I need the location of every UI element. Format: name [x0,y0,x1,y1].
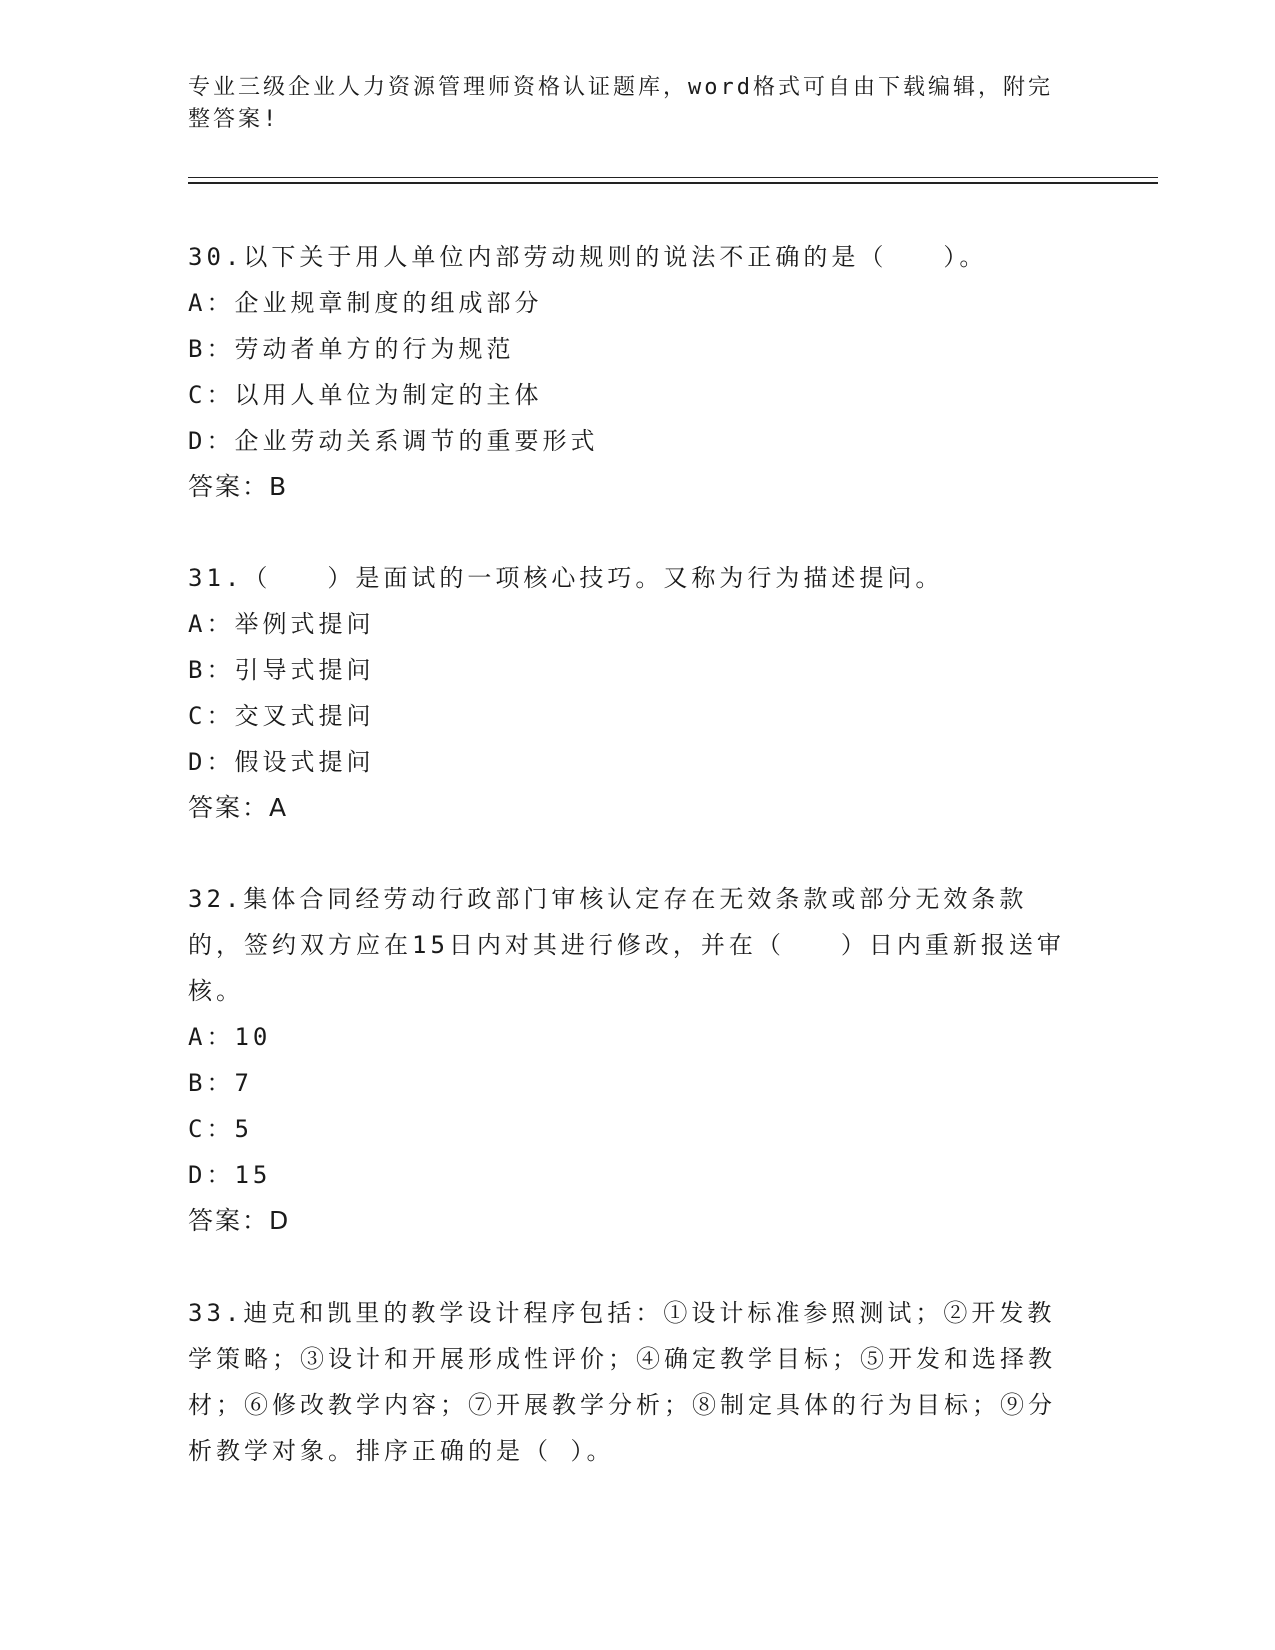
header-divider-thin [188,177,1158,178]
option-d: D：企业劳动关系调节的重要形式 [188,427,599,455]
question-31 [188,555,1088,831]
question-stem: 30.以下关于用人单位内部劳动规则的说法不正确的是（ ）。 [188,243,988,271]
option-c: C：5 [188,1115,253,1143]
question-32 [188,876,1088,1244]
header-divider-thick [188,182,1158,184]
question-30 [188,234,1088,510]
option-d: D：15 [188,1161,272,1189]
answer-label: 答案：B [188,472,289,501]
question-stem: 33.迪克和凯里的教学设计程序包括：①设计标准参照测试；②开发教学策略；③设计和开展形成性评价；④确定教学目标；⑤开发和选择教材；⑥修改教学内容；⑦开展教学分析；⑧制定具体的行为目标；⑨分析教学对象。排序正确的是（ ）。 [188,1299,1056,1465]
option-b: B：劳动者单方的行为规范 [188,335,515,363]
question-stem: 31.（ ）是面试的一项核心技巧。又称为行为描述提问。 [188,564,944,592]
answer-label: 答案：A [188,793,289,822]
question-33 [188,1290,1088,1474]
option-c: C：以用人单位为制定的主体 [188,381,543,409]
page-header-note: 专业三级企业人力资源管理师资格认证题库，word格式可自由下载编辑，附完整答案! [188,75,1053,132]
answer-label: 答案：D [188,1206,291,1235]
option-a: A：10 [188,1023,272,1051]
option-a: A：举例式提问 [188,610,375,638]
option-b: B：引导式提问 [188,656,375,684]
option-c: C：交叉式提问 [188,702,375,730]
option-d: D：假设式提问 [188,748,375,776]
option-a: A：企业规章制度的组成部分 [188,289,543,317]
option-b: B：7 [188,1069,253,1097]
question-stem: 32.集体合同经劳动行政部门审核认定存在无效条款或部分无效条款的，签约双方应在15日内对其进行修改，并在（ ）日内重新报送审核。 [188,885,1065,1005]
